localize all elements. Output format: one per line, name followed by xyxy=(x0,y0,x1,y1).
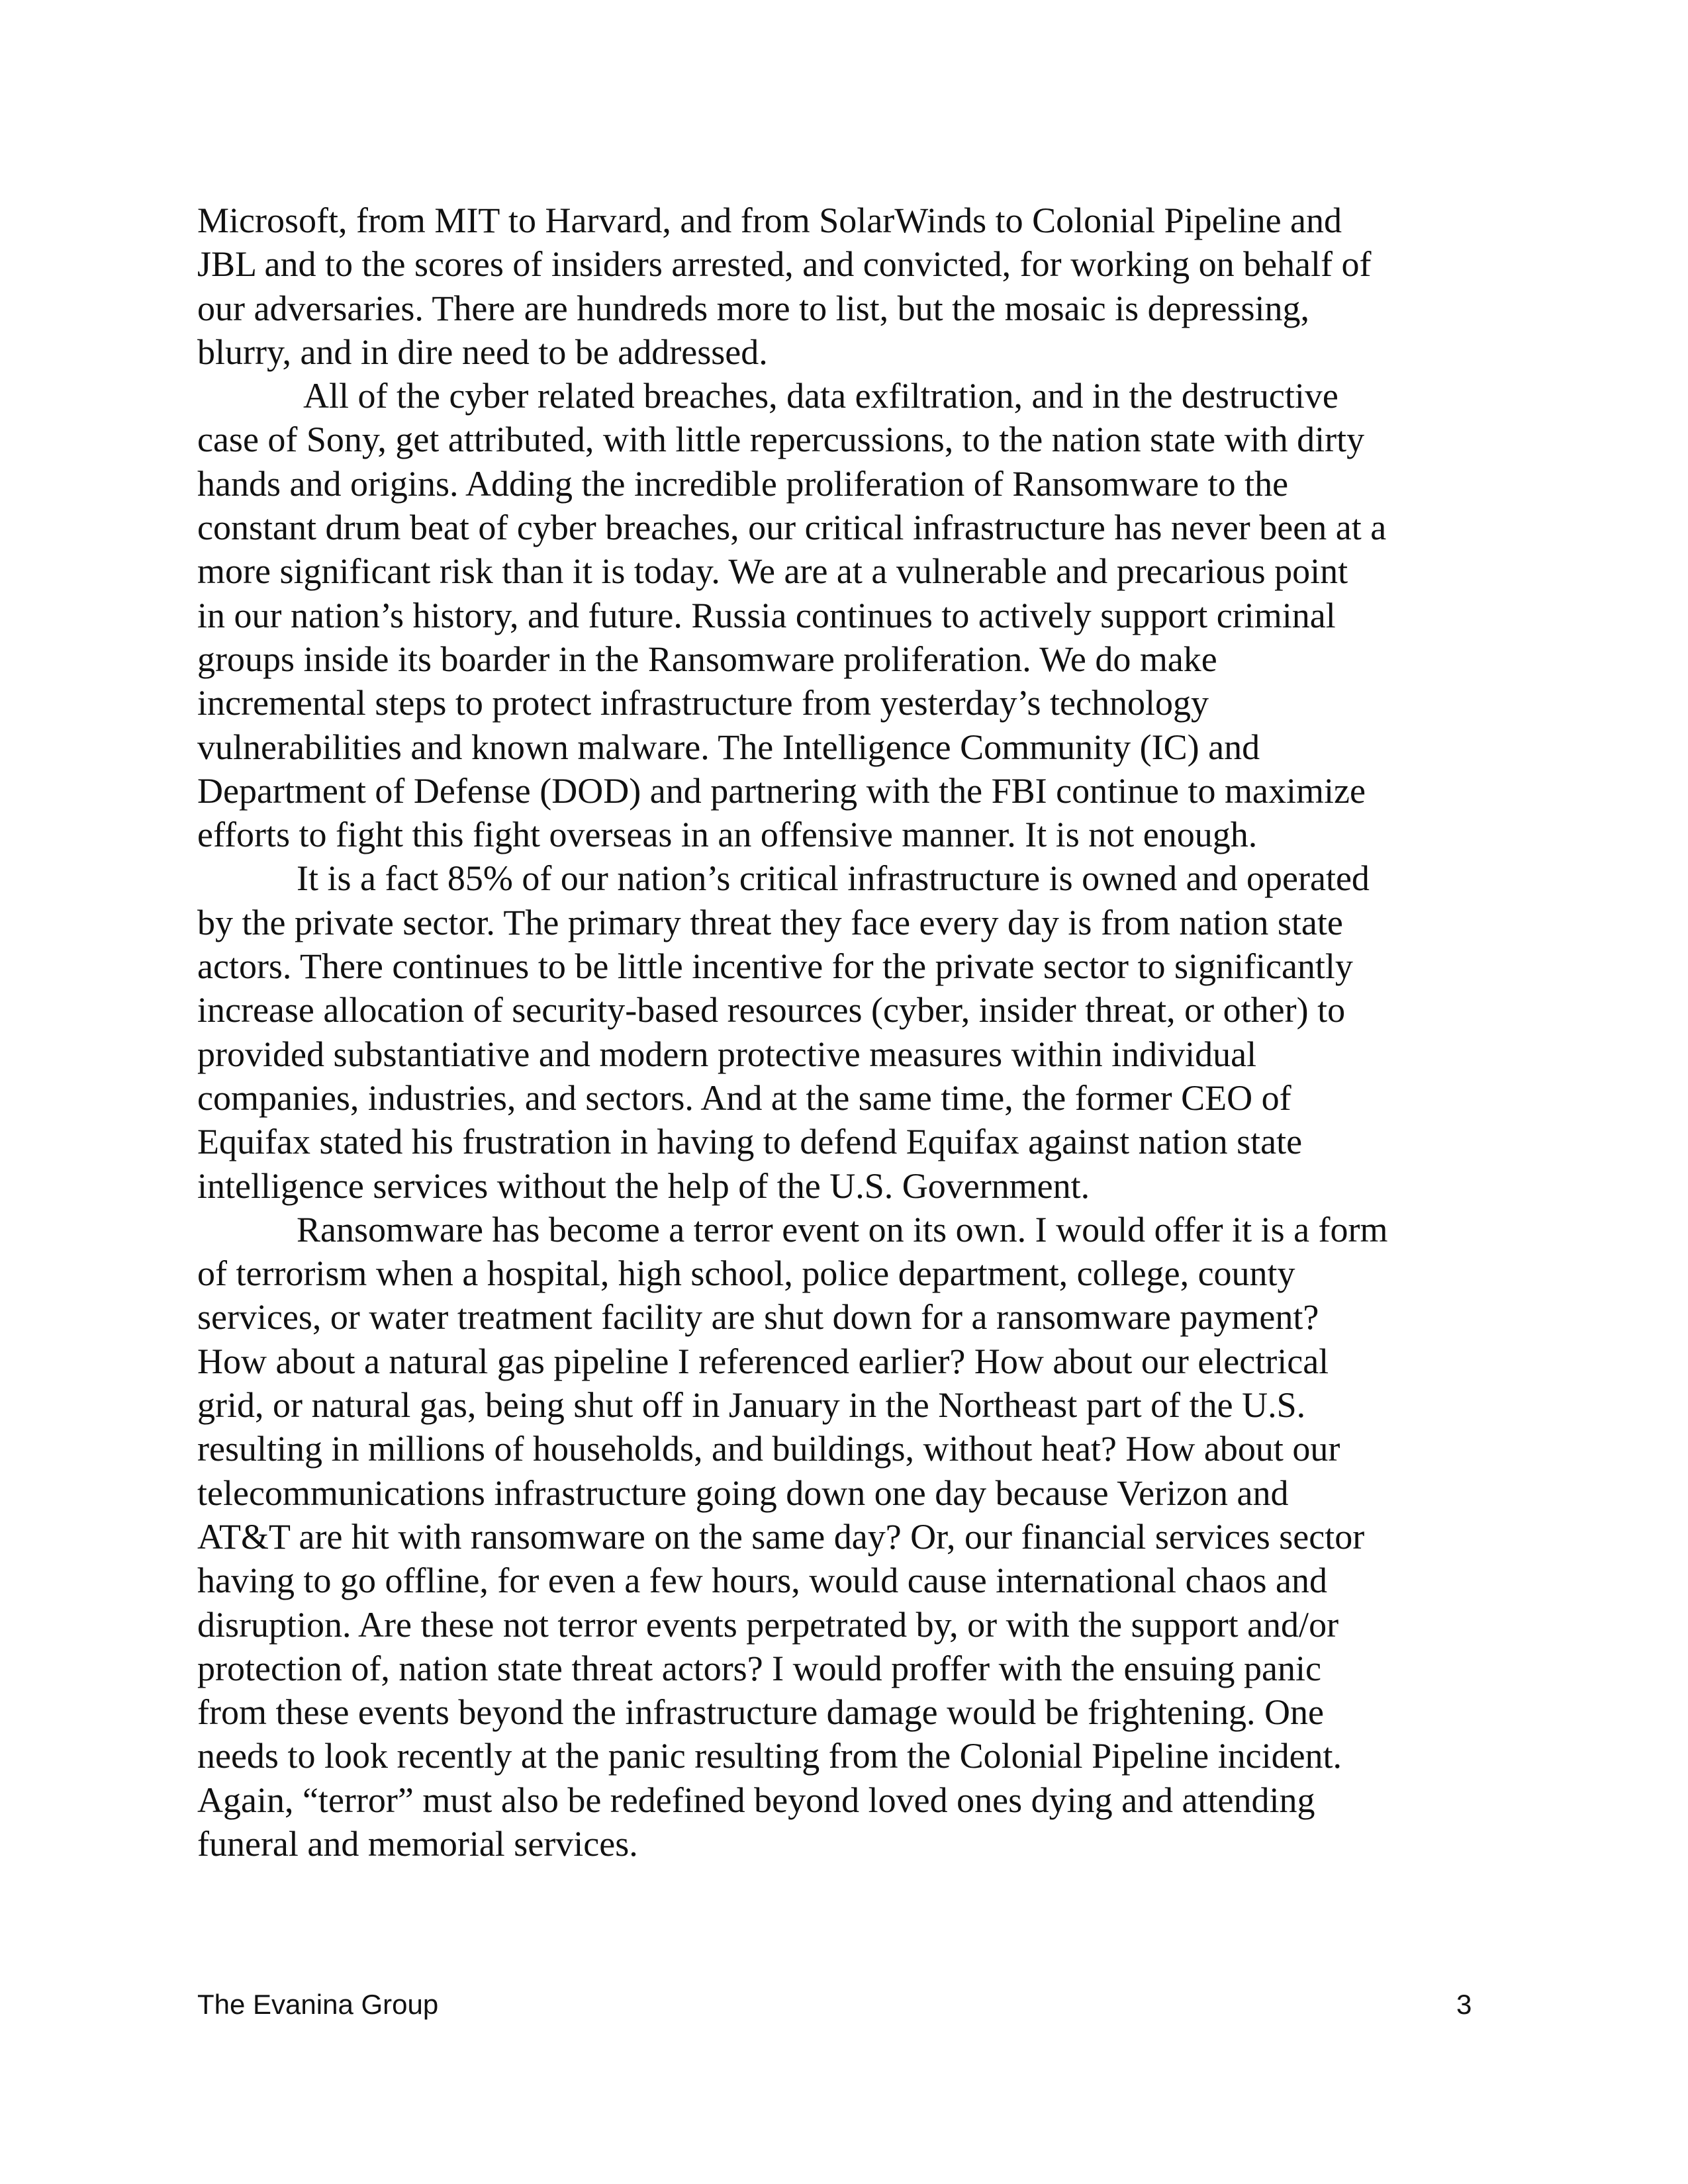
text-line: needs to look recently at the panic resulting from the Colonial Pipeline incident. xyxy=(197,1736,1342,1776)
text-line: by the private sector. The primary threat they face every day is from nation state xyxy=(197,902,1343,942)
paragraph xyxy=(197,199,1495,374)
footer-organization: The Evanina Group xyxy=(197,1989,439,2020)
text-line: How about a natural gas pipeline I referenced earlier? How about our electrical xyxy=(197,1341,1329,1381)
paragraph xyxy=(197,856,1495,1207)
text-line: AT&T are hit with ransomware on the same day? Or, our financial services sector xyxy=(197,1516,1365,1557)
text-line: funeral and memorial services. xyxy=(197,1823,638,1864)
text-line: companies, industries, and sectors. And at the same time, the former CEO of xyxy=(197,1077,1291,1118)
text-line: increase allocation of security-based resources (cyber, insider threat, or other) to xyxy=(197,990,1346,1030)
paragraph xyxy=(197,374,1495,856)
text-line: groups inside its boarder in the Ransomware proliferation. We do make xyxy=(197,639,1217,679)
text-line: more significant risk than it is today. We are at a vulnerable and precarious point xyxy=(197,551,1348,592)
text-line: incremental steps to protect infrastructure from yesterday’s technology xyxy=(197,683,1209,723)
text-line: Equifax stated his frustration in having to defend Equifax against nation state xyxy=(197,1122,1303,1162)
document-body xyxy=(197,199,1495,1866)
text-line: intelligence services without the help of the U.S. Government. xyxy=(197,1165,1090,1206)
text-line: constant drum beat of cyber breaches, our critical infrastructure has never been at a xyxy=(197,508,1387,548)
text-line: protection of, nation state threat actors? I would proffer with the ensuing panic xyxy=(197,1648,1321,1688)
text-line: All of the cyber related breaches, data exfiltration, and in the destructive xyxy=(303,376,1338,416)
text-line: Ransomware has become a terror event on its own. I would offer it is a form xyxy=(297,1209,1388,1250)
text-line: grid, or natural gas, being shut off in January in the Northeast part of the U.S. xyxy=(197,1385,1306,1426)
text-line: blurry, and in dire need to be addressed. xyxy=(197,332,768,372)
text-line: actors. There continues to be little incentive for the private sector to significantly xyxy=(197,946,1353,987)
text-line: our adversaries. There are hundreds more to list, but the mosaic is depressing, xyxy=(197,288,1310,328)
text-line: case of Sony, get attributed, with little repercussions, to the nation state with dirty xyxy=(197,420,1365,460)
text-line: services, or water treatment facility are shut down for a ransomware payment? xyxy=(197,1297,1319,1338)
text-line: Microsoft, from MIT to Harvard, and from SolarWinds to Colonial Pipeline and xyxy=(197,201,1342,240)
text-line: Again, “terror” must also be redefined beyond loved ones dying and attending xyxy=(197,1780,1315,1820)
text-line: hands and origins. Adding the incredible proliferation of Ransomware to the xyxy=(197,463,1289,504)
text-line: Department of Defense (DOD) and partnering with the FBI continue to maximize xyxy=(197,770,1366,811)
text-line: from these events beyond the infrastructure damage would be frightening. One xyxy=(197,1692,1324,1733)
text-line: resulting in millions of households, and buildings, without heat? How about our xyxy=(197,1429,1340,1469)
text-line: disruption. Are these not terror events perpetrated by, or with the support and/or xyxy=(197,1604,1339,1645)
text-line: provided substantiative and modern protective measures within individual xyxy=(197,1034,1257,1074)
text-line: efforts to fight this fight overseas in an offensive manner. It is not enough. xyxy=(197,815,1258,855)
text-line: in our nation’s history, and future. Russia continues to actively support criminal xyxy=(197,595,1336,635)
text-line: having to go offline, for even a few hours, would cause international chaos and xyxy=(197,1561,1327,1601)
text-line: of terrorism when a hospital, high school, police department, college, county xyxy=(197,1253,1295,1294)
page-number: 3 xyxy=(1456,1989,1472,2020)
text-line: JBL and to the scores of insiders arrested, and convicted, for working on behalf of xyxy=(197,244,1372,285)
text-line: vulnerabilities and known malware. The Intelligence Community (IC) and xyxy=(197,727,1260,767)
paragraph xyxy=(197,1208,1495,1866)
text-line: It is a fact 85% of our nation’s critical infrastructure is owned and operated xyxy=(297,858,1370,899)
text-line: telecommunications infrastructure going down one day because Verizon and xyxy=(197,1473,1289,1513)
